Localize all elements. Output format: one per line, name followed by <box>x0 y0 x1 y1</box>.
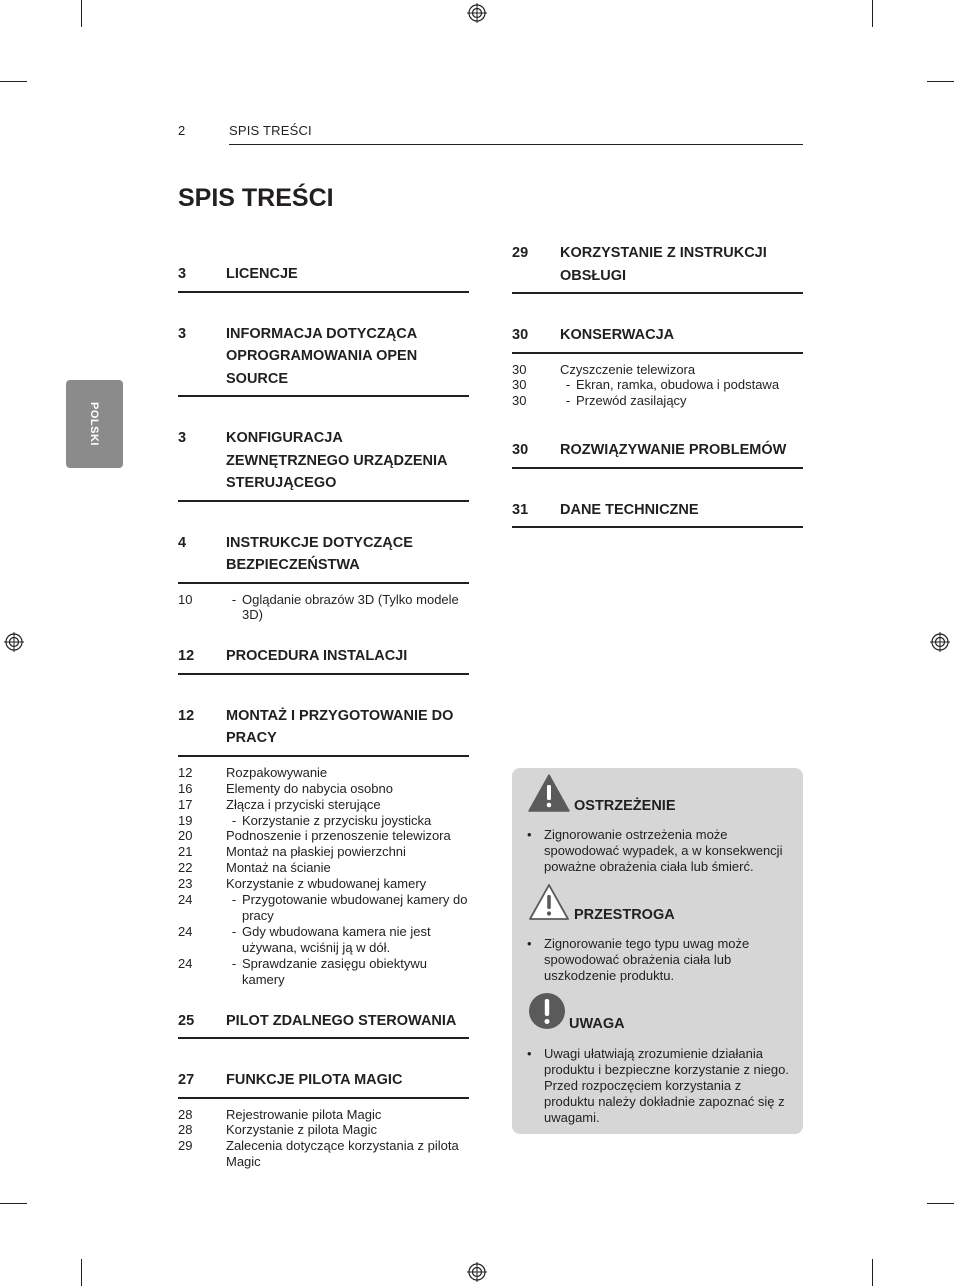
toc-item-text: Sprawdzanie zasięgu obiektywu kamery <box>242 955 427 987</box>
toc-item-page: 17 <box>178 796 193 812</box>
toc-item-text: Korzystanie z pilota Magic <box>226 1122 378 1138</box>
toc-section <box>178 1010 469 1040</box>
toc-item-text: Elementy do nabycia osobno <box>226 780 393 796</box>
toc-section-title: PROCEDURA INSTALACJI <box>226 648 408 665</box>
toc-item[interactable] <box>178 860 469 876</box>
toc-item-dash: - <box>231 591 237 607</box>
toc-left-column <box>178 263 469 1170</box>
toc-section <box>512 242 803 294</box>
toc-subitems <box>512 362 803 410</box>
toc-item-text: Korzystanie z wbudowanej kamery <box>226 876 427 892</box>
registration-mark-icon <box>930 632 950 652</box>
toc-section-title: ROZWIĄZYWANIE PROBLEMÓW <box>560 442 787 459</box>
toc-item[interactable] <box>178 828 469 844</box>
toc-page-number: 27 <box>178 1072 195 1088</box>
toc-section-title: KONFIGURACJA ZEWNĘTRZNEGO URZĄDZENIA STERUJĄCEGO <box>226 430 447 491</box>
toc-page-number: 12 <box>178 648 195 665</box>
toc-item[interactable] <box>178 592 469 624</box>
toc-item-page: 23 <box>178 876 193 892</box>
toc-page-number: 4 <box>178 534 187 551</box>
toc-item-text: Gdy wbudowana kamera nie jest używana, wciśnij ją w dół. <box>242 923 431 955</box>
toc-section-heading[interactable] <box>178 645 469 675</box>
toc-item-page: 28 <box>178 1122 193 1138</box>
toc-item-page: 24 <box>178 955 193 971</box>
toc-item-page: 30 <box>512 393 527 409</box>
toc-section-heading[interactable] <box>178 263 469 293</box>
toc-item[interactable] <box>178 1122 469 1138</box>
crop-mark <box>927 1203 954 1204</box>
toc-item-dash: - <box>565 377 571 393</box>
toc-item-text: Montaż na ścianie <box>226 860 331 876</box>
toc-item[interactable] <box>178 813 469 829</box>
header-rule <box>229 144 803 145</box>
crop-mark <box>927 81 954 82</box>
toc-item-page: 10 <box>178 591 193 607</box>
toc-item-dash: - <box>231 923 237 939</box>
toc-item-text: Korzystanie z przycisku joysticka <box>242 812 432 828</box>
toc-item-text: Przygotowanie wbudowanej kamery do pracy <box>242 892 468 923</box>
note-heading: UWAGA <box>569 1016 625 1032</box>
toc-section-heading[interactable] <box>178 532 469 584</box>
registration-mark-icon <box>467 1262 487 1282</box>
toc-item-page: 24 <box>178 892 193 908</box>
toc-page-number: 30 <box>512 442 529 459</box>
toc-section-heading[interactable] <box>178 427 469 502</box>
toc-item-page: 29 <box>178 1138 193 1154</box>
caution-text-body: Zignorowanie tego typu uwag może spowodować obrażenia ciała lub uszkodzenie produktu. <box>544 936 750 983</box>
toc-section-heading[interactable] <box>178 1010 469 1040</box>
toc-item-text: Rejestrowanie pilota Magic <box>226 1106 382 1122</box>
toc-section-heading[interactable] <box>512 242 803 294</box>
crop-mark <box>872 1259 873 1286</box>
page-number: 2 <box>178 123 186 138</box>
toc-item[interactable] <box>178 781 469 797</box>
toc-section-heading[interactable] <box>512 324 803 354</box>
page-title: SPIS TREŚCI <box>178 184 334 212</box>
toc-item[interactable] <box>178 924 469 956</box>
toc-right-column <box>512 242 803 528</box>
toc-section-title: KORZYSTANIE Z INSTRUKCJI OBSŁUGI <box>560 245 767 284</box>
caution-heading: PRZESTROGA <box>574 907 675 923</box>
toc-section-heading[interactable] <box>178 323 469 398</box>
caution-text: • Zignorowanie tego typu uwag może spowodować obrażenia ciała lub uszkodzenie produktu. <box>527 936 789 984</box>
running-header: SPIS TREŚCI <box>229 123 312 138</box>
toc-item[interactable] <box>178 956 469 988</box>
toc-section <box>512 324 803 409</box>
crop-mark <box>81 0 82 27</box>
toc-section-title: INFORMACJA DOTYCZĄCA OPROGRAMOWANIA OPEN SOURCE <box>226 325 418 387</box>
toc-item[interactable] <box>178 876 469 892</box>
toc-item-text: Podnoszenie i przenoszenie telewizora <box>226 828 451 844</box>
toc-item-page: 30 <box>512 361 527 377</box>
toc-item-dash: - <box>231 812 237 828</box>
toc-section-title: PILOT ZDALNEGO STEROWANIA <box>226 1012 457 1029</box>
crop-mark <box>0 1203 27 1204</box>
toc-item[interactable] <box>178 1138 469 1170</box>
warning-triangle-filled-icon <box>528 774 570 817</box>
caution-triangle-outline-icon <box>528 883 570 926</box>
toc-item[interactable] <box>512 393 803 409</box>
toc-section <box>512 499 803 529</box>
toc-item-text: Rozpakowywanie <box>226 764 328 780</box>
toc-item-text: Oglądanie obrazów 3D (Tylko modele 3D) <box>242 591 459 623</box>
toc-page-number: 30 <box>512 327 529 343</box>
toc-page-number: 31 <box>512 501 529 518</box>
toc-section-heading[interactable] <box>178 1069 469 1099</box>
toc-item[interactable] <box>178 844 469 860</box>
toc-item-dash: - <box>565 393 571 409</box>
toc-item[interactable] <box>178 765 469 781</box>
toc-item-dash: - <box>231 892 237 908</box>
toc-item-page: 12 <box>178 764 193 780</box>
toc-item-page: 20 <box>178 828 193 844</box>
toc-item[interactable] <box>178 892 469 924</box>
toc-section <box>178 427 469 502</box>
toc-page-number: 3 <box>178 430 187 446</box>
language-tab <box>66 380 123 468</box>
toc-item-text: Czyszczenie telewizora <box>560 361 696 377</box>
toc-section-title: FUNKCJE PILOTA MAGIC <box>226 1072 403 1088</box>
toc-section-title: INSTRUKCJE DOTYCZĄCE BEZPIECZEŃSTWA <box>226 534 413 573</box>
toc-item[interactable] <box>178 797 469 813</box>
note-text: • Uwagi ułatwiają zrozumienie działania produktu i bezpieczne korzystanie z niego. Przed rozpoczęciem korzystania z produktu należy dokładnie zapoznać się z uwagami. <box>527 1046 789 1125</box>
toc-subitems <box>178 765 469 988</box>
toc-page-number: 3 <box>178 266 187 282</box>
toc-item[interactable] <box>512 362 803 378</box>
toc-item-text: Przewód zasilający <box>576 393 687 409</box>
toc-item-text: Montaż na płaskiej powierzchni <box>226 844 406 860</box>
toc-section <box>178 263 469 293</box>
note-exclamation-circle-icon <box>528 992 566 1035</box>
language-tab-label: POLSKI <box>88 402 100 446</box>
toc-page-number: 25 <box>178 1012 195 1029</box>
toc-section-title: MONTAŻ I PRZYGOTOWANIE DO PRACY <box>226 707 454 747</box>
toc-item-dash: - <box>231 955 237 971</box>
toc-item-page: 28 <box>178 1106 193 1122</box>
toc-item-page: 21 <box>178 844 193 860</box>
toc-section-heading[interactable] <box>512 499 803 529</box>
toc-section <box>512 439 803 469</box>
registration-mark-icon <box>4 632 24 652</box>
toc-item-page: 24 <box>178 923 193 939</box>
toc-section <box>178 705 469 988</box>
toc-page-number: 3 <box>178 325 187 342</box>
note-text-body: Uwagi ułatwiają zrozumienie działania produktu i bezpieczne korzystanie z niego. Przed rozpoczęciem korzystania z produktu należy dokładnie zapoznać się z uwagami. <box>544 1046 789 1125</box>
toc-page-number: 29 <box>512 245 529 261</box>
toc-subitems <box>178 592 469 624</box>
toc-item-page: 22 <box>178 860 193 876</box>
toc-subitems <box>178 1107 469 1171</box>
toc-section <box>178 532 469 624</box>
toc-item-text: Złącza i przyciski sterujące <box>226 796 381 812</box>
toc-section-title: DANE TECHNICZNE <box>560 501 699 518</box>
toc-item-page: 30 <box>512 377 527 393</box>
toc-section <box>178 645 469 675</box>
toc-item-page: 16 <box>178 780 193 796</box>
toc-item-text: Zalecenia dotyczące korzystania z pilota Magic <box>226 1138 459 1170</box>
toc-item[interactable] <box>512 377 803 393</box>
crop-mark <box>0 81 27 82</box>
toc-section <box>178 323 469 398</box>
toc-page-number: 12 <box>178 707 195 724</box>
warning-heading: OSTRZEŻENIE <box>574 798 676 814</box>
toc-section-heading[interactable] <box>178 705 469 757</box>
warning-text: • Zignorowanie ostrzeżenia może spowodować wypadek, a w konsekwencji poważne obrażenia ciała lub śmierć. <box>527 827 789 875</box>
crop-mark <box>872 0 873 27</box>
registration-mark-icon <box>467 3 487 23</box>
toc-item-text: Ekran, ramka, obudowa i podstawa <box>576 377 780 393</box>
toc-section-heading[interactable] <box>512 439 803 469</box>
toc-section-title: KONSERWACJA <box>560 327 675 343</box>
safety-notes-box <box>512 768 803 1134</box>
toc-section <box>178 1069 469 1170</box>
toc-item[interactable] <box>178 1107 469 1123</box>
toc-item-page: 19 <box>178 812 193 828</box>
toc-section-title: LICENCJE <box>226 266 298 282</box>
crop-mark <box>81 1259 82 1286</box>
warning-text-body: Zignorowanie ostrzeżenia może spowodować wypadek, a w konsekwencji poważne obrażenia ciała lub śmierć. <box>544 827 783 874</box>
